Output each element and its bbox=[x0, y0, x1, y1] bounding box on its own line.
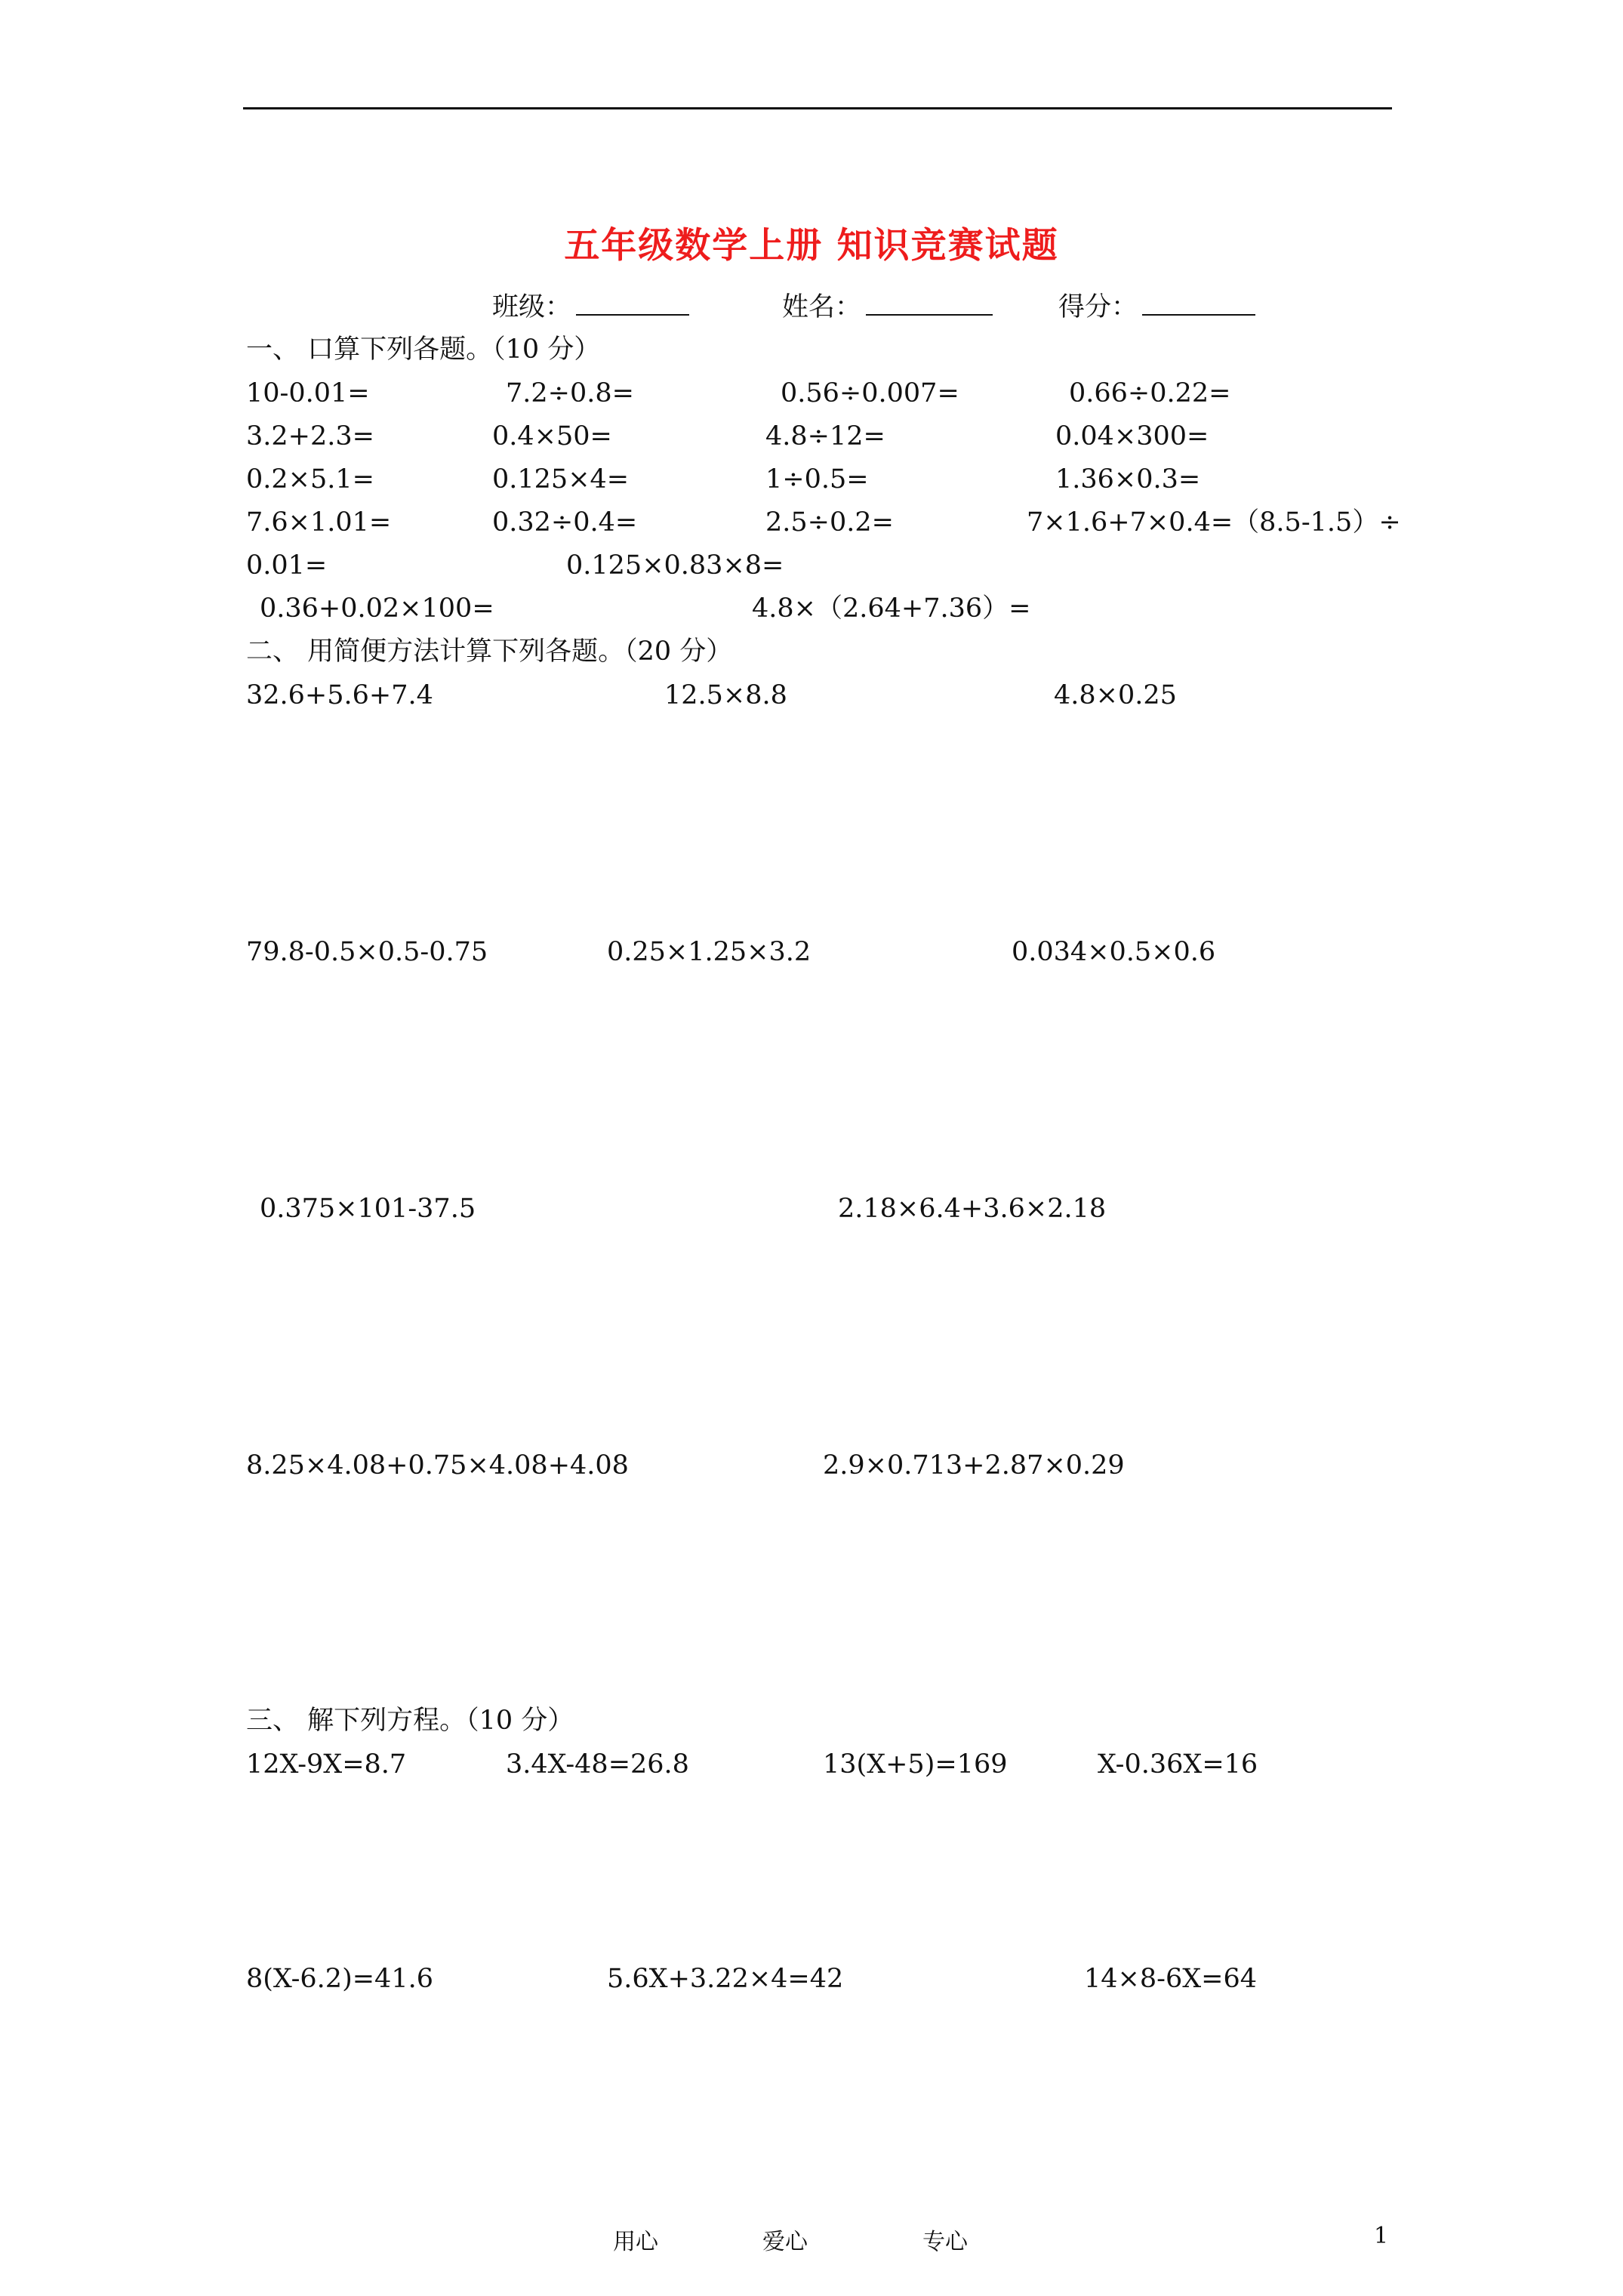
s3-equation: 5.6X+3.22×4=42 bbox=[607, 1964, 844, 1994]
s2-problem: 0.375×101-37.5 bbox=[260, 1194, 476, 1224]
name-blank[interactable] bbox=[866, 293, 993, 316]
s1-problem: 0.2×5.1= bbox=[246, 464, 374, 495]
s1-problem: 1÷0.5= bbox=[765, 464, 869, 495]
s1-problem: 0.56÷0.007= bbox=[781, 378, 959, 408]
s1-problem: 2.5÷0.2= bbox=[765, 507, 894, 538]
s1-problem: 0.125×0.83×8= bbox=[566, 550, 784, 581]
s1-problem: 7.2÷0.8= bbox=[506, 378, 634, 408]
score-field bbox=[1058, 293, 1255, 321]
score-blank[interactable] bbox=[1142, 293, 1255, 316]
footer-item: 专心 bbox=[922, 2229, 968, 2255]
s2-problem: 4.8×0.25 bbox=[1054, 680, 1177, 710]
s3-equation: 3.4X-48=26.8 bbox=[506, 1749, 689, 1780]
s1-problem: 0.125×4= bbox=[492, 464, 630, 495]
s1-problem: 0.04×300= bbox=[1055, 421, 1209, 451]
s3-equation: 8(X-6.2)=41.6 bbox=[246, 1964, 433, 1994]
s1-problem: 0.01= bbox=[246, 550, 328, 581]
header-rule bbox=[243, 107, 1392, 109]
s3-equation: 14×8-6X=64 bbox=[1084, 1964, 1258, 1994]
score-label: 得分： bbox=[1058, 292, 1138, 322]
s2-problem: 8.25×4.08+0.75×4.08+4.08 bbox=[246, 1450, 629, 1481]
s1-problem: 0.32÷0.4= bbox=[492, 507, 638, 538]
s3-equation: X-0.36X=16 bbox=[1098, 1749, 1258, 1780]
page-number: 1 bbox=[1374, 2223, 1389, 2249]
section2-heading: 二、 用简便方法计算下列各题。（20 分） bbox=[246, 636, 733, 667]
s1-problem: 0.4×50= bbox=[492, 421, 612, 451]
s2-problem: 0.034×0.5×0.6 bbox=[1012, 937, 1216, 967]
class-field bbox=[492, 293, 689, 321]
s1-problem: 4.8÷12= bbox=[765, 421, 885, 451]
class-blank[interactable] bbox=[576, 293, 689, 316]
page-title: 五年级数学上册 知识竞赛试题 bbox=[564, 225, 1059, 267]
s2-problem: 79.8-0.5×0.5-0.75 bbox=[246, 937, 488, 967]
s1-problem: 0.66÷0.22= bbox=[1069, 378, 1231, 408]
footer-item: 用心 bbox=[613, 2229, 658, 2255]
s1-problem: 10-0.01= bbox=[246, 378, 370, 408]
class-label: 班级： bbox=[492, 292, 572, 322]
s2-problem: 2.9×0.713+2.87×0.29 bbox=[823, 1450, 1125, 1481]
name-label: 姓名： bbox=[782, 292, 862, 322]
name-field bbox=[782, 293, 993, 321]
s3-equation: 12X-9X=8.7 bbox=[246, 1749, 407, 1780]
s2-problem: 32.6+5.6+7.4 bbox=[246, 680, 433, 710]
s1-problem: 7.6×1.01= bbox=[246, 507, 392, 538]
footer-item: 爱心 bbox=[762, 2229, 808, 2255]
section3-heading: 三、 解下列方程。（10 分） bbox=[246, 1706, 574, 1736]
s3-equation: 13(X+5)=169 bbox=[823, 1749, 1008, 1780]
s2-problem: 2.18×6.4+3.6×2.18 bbox=[838, 1194, 1107, 1224]
s1-problem: 1.36×0.3= bbox=[1055, 464, 1201, 495]
s1-problem: 3.2+2.3= bbox=[246, 421, 374, 451]
s2-problem: 12.5×8.8 bbox=[664, 680, 787, 710]
s1-problem: 4.8×（2.64+7.36）= bbox=[752, 593, 1031, 624]
s2-problem: 0.25×1.25×3.2 bbox=[607, 937, 812, 967]
section1-heading: 一、 口算下列各题。（10 分） bbox=[246, 334, 601, 365]
s1-problem: 0.36+0.02×100= bbox=[260, 593, 494, 624]
s1-problem: 7×1.6+7×0.4=（8.5-1.5）÷ bbox=[1027, 507, 1401, 538]
